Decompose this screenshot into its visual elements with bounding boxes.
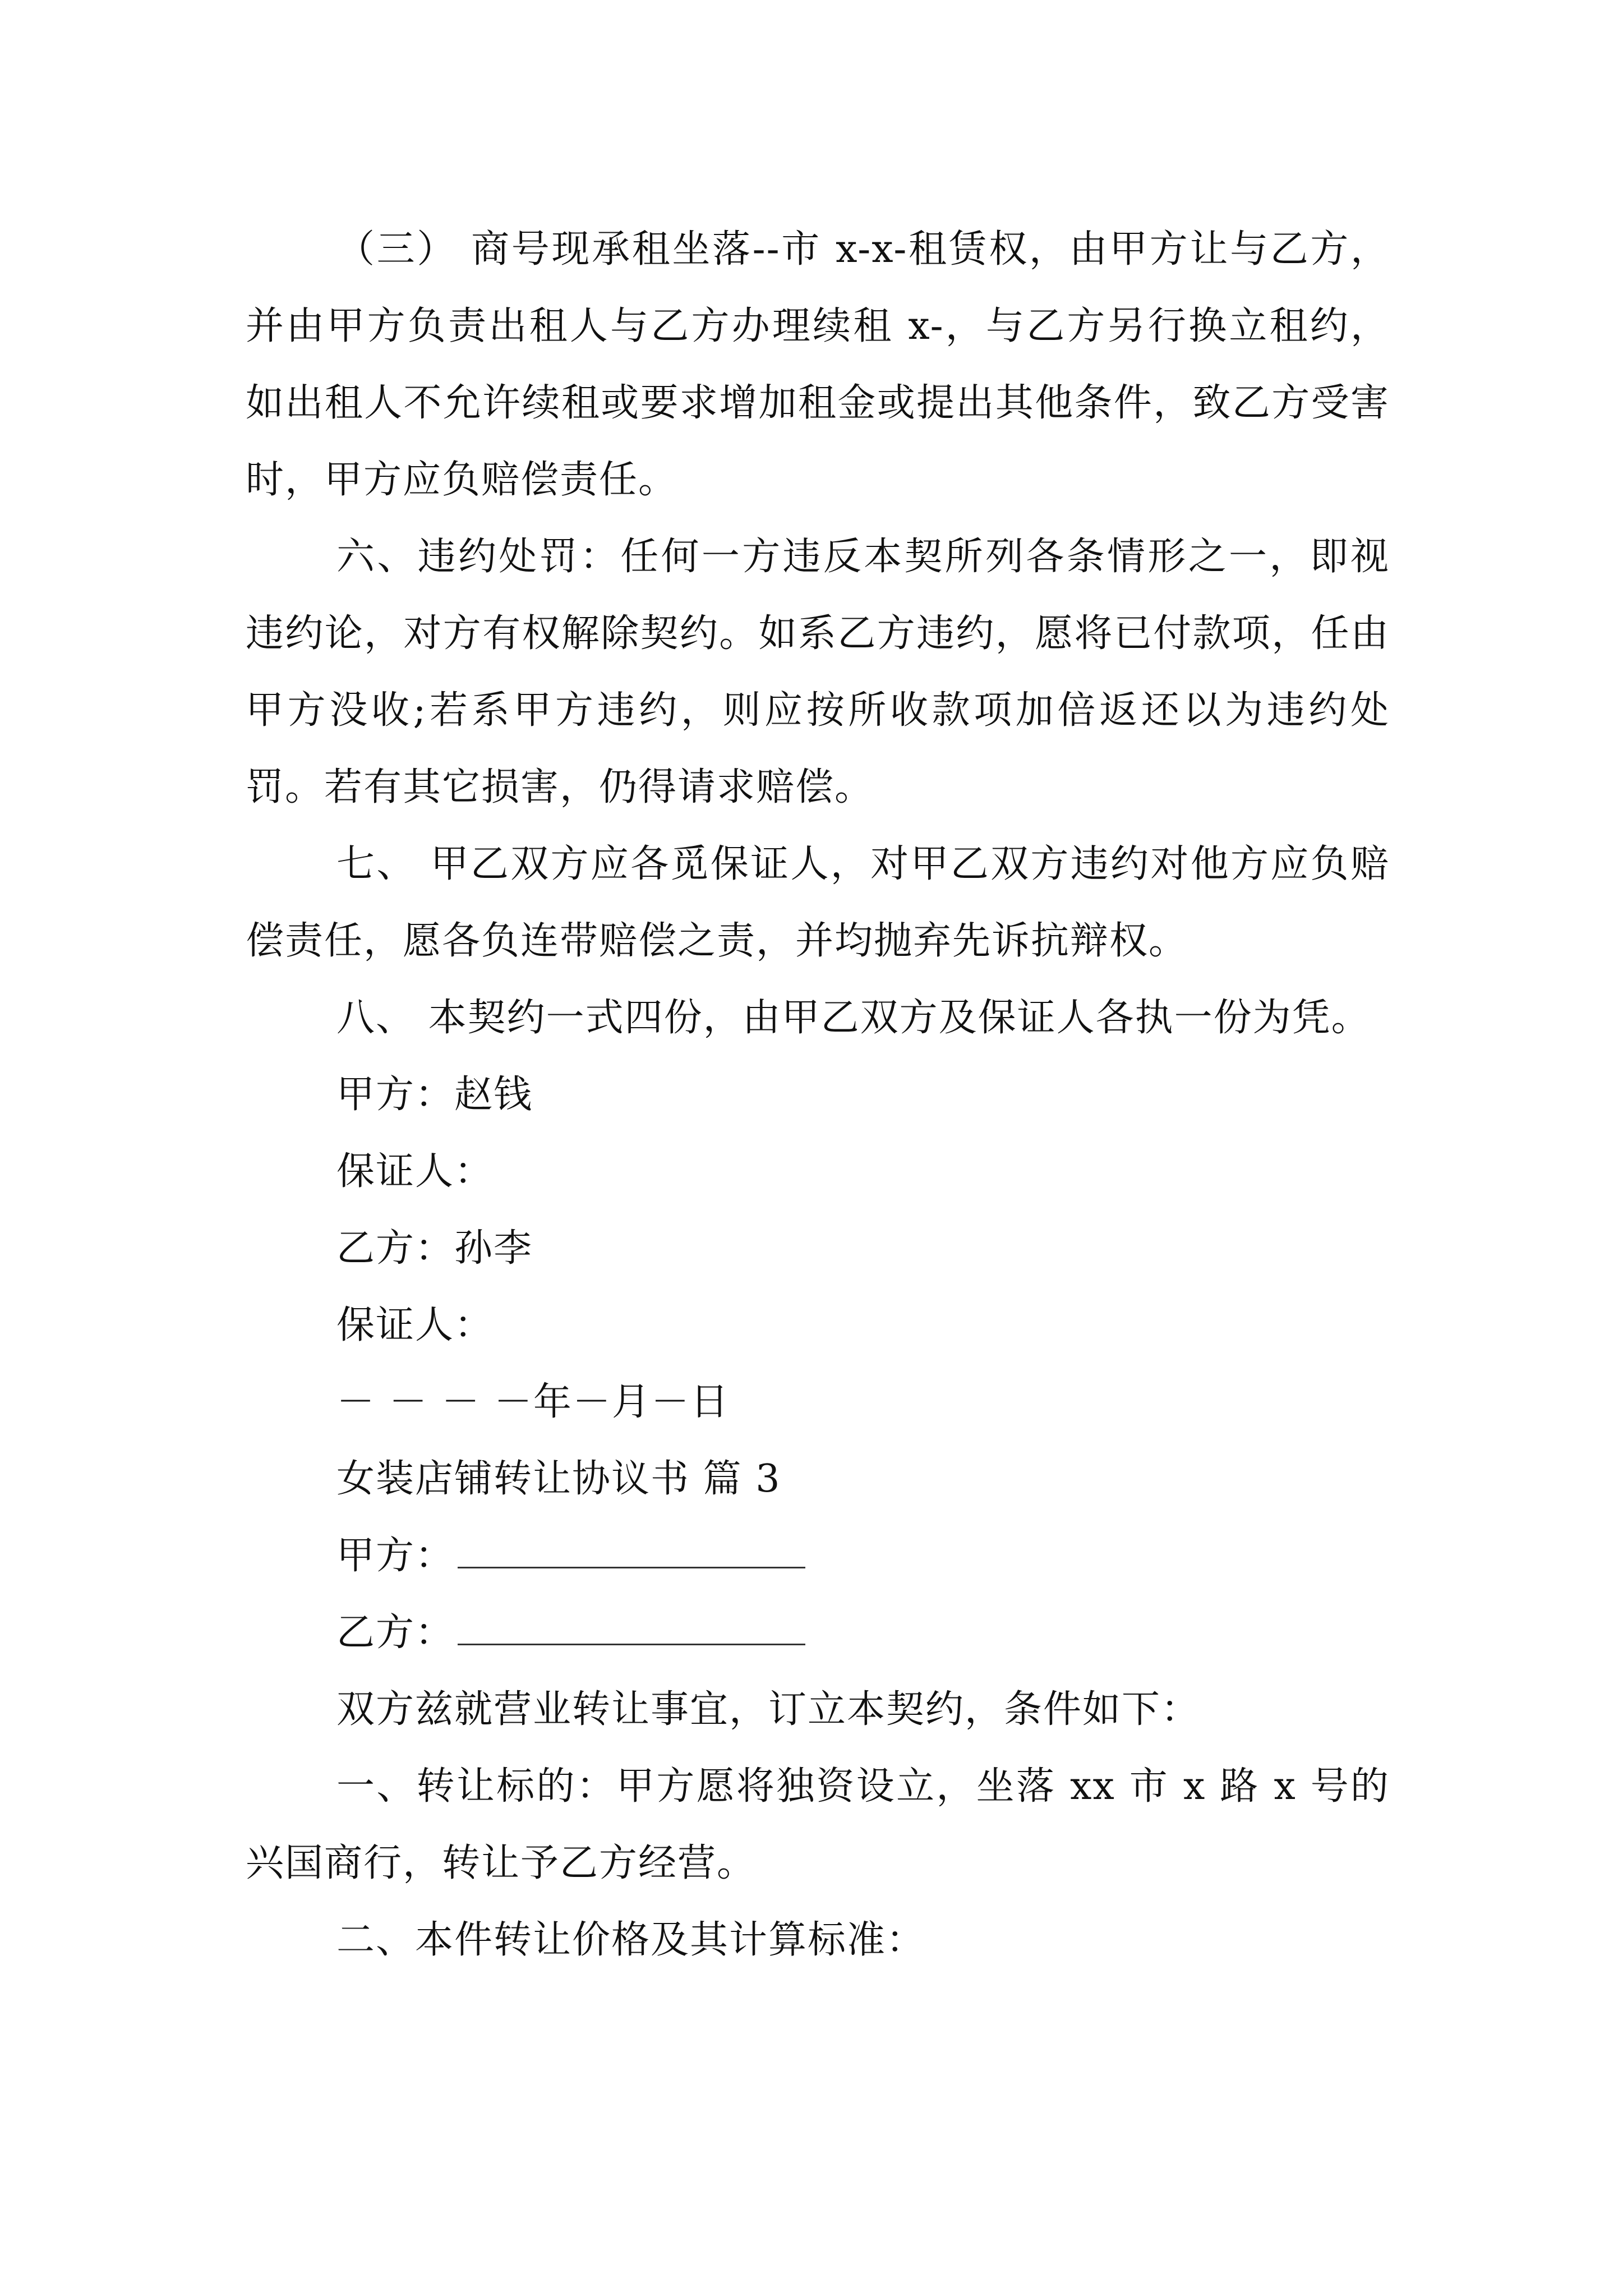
signature-date: － － － －年－月－日 [336, 1380, 730, 1424]
clause-6-breach-penalty: 六、违约处罚：任何一方违反本契所列各条情形之一，即视违约论，对方有权解除契约。如系乙方违约，愿将已付款项，任由甲方没收;若系甲方违约，则应按所收款项加倍返还以为违约处罚。若有其它损害，仍得请求赔偿。 [246, 535, 1390, 809]
intro-paragraph: 双方兹就营业转让事宜，订立本契约，条件如下： [336, 1687, 1201, 1732]
party-a-line [246, 1517, 1390, 1594]
party-a-label: 甲方： [336, 1534, 455, 1578]
clause-1-subject: 一、转让标的：甲方愿将独资设立，坐落 xx 市 x 路 x 号的兴国商行，转让予乙方经营。 [246, 1764, 1390, 1885]
party-b-line [246, 1594, 1390, 1671]
party-b-label: 乙方： [336, 1611, 455, 1655]
section-title: 女装店铺转让协议书 篇 3 [336, 1457, 781, 1501]
clause-3-lease: （三） 商号现承租坐落--市 x-x-租赁权，由甲方让与乙方，并由甲方负责出租人与乙方办理续租 x-，与乙方另行换立租约，如出租人不允许续租或要求增加租金或提出其他条件，致乙方受害时，甲方应负赔偿责任。 [246, 227, 1390, 502]
party-a-blank [458, 1534, 805, 1568]
signature-guarantor-a: 保证人： [336, 1149, 494, 1194]
signature-guarantor-b: 保证人： [336, 1303, 494, 1347]
clause-7-guarantors: 七、 甲乙双方应各觅保证人，对甲乙双方违约对他方应负赔偿责任，愿各负连带赔偿之责，并均抛弃先诉抗辩权。 [246, 842, 1390, 963]
signature-party-a: 甲方：赵钱 [336, 1073, 533, 1117]
signature-party-b: 乙方：孙李 [336, 1226, 533, 1271]
clause-2-price: 二、本件转让价格及其计算标准： [336, 1918, 926, 1962]
party-b-blank [458, 1611, 805, 1645]
document-body [246, 211, 1390, 1978]
clause-8-copies: 八、 本契约一式四份，由甲乙双方及保证人各执一份为凭。 [336, 996, 1371, 1040]
